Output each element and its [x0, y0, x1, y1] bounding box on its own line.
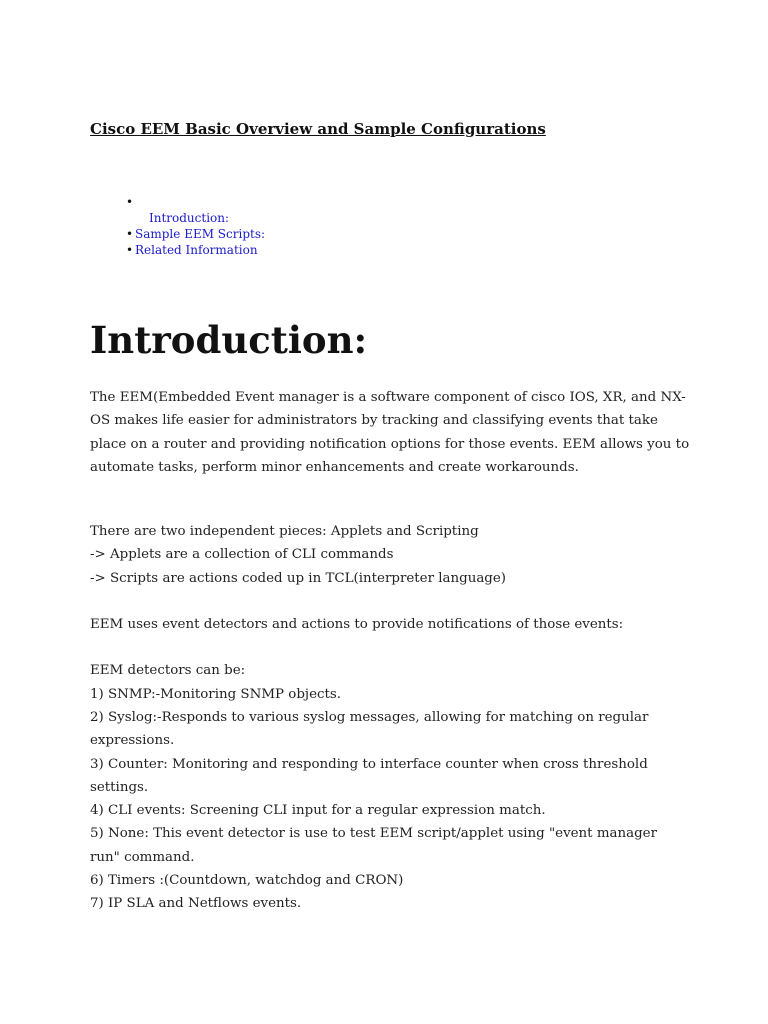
detectors-intro: EEM uses event detectors and actions to provide notifications of those events:: [90, 617, 624, 633]
detectors-heading: EEM detectors can be:: [90, 663, 246, 679]
bullet-icon: •: [126, 227, 134, 241]
bullet-icon: •: [126, 243, 134, 257]
toc-link-introduction[interactable]: Introduction:: [149, 211, 230, 225]
toc-link-sample-scripts[interactable]: Sample EEM Scripts:: [135, 227, 266, 241]
detector-item: 3) Counter: Monitoring and responding to interface counter when cross threshold settings.: [90, 756, 648, 795]
toc-link-related-information[interactable]: Related Information: [135, 243, 258, 257]
detector-item: 7) IP SLA and Netflows events.: [90, 896, 302, 912]
bullet-icon: •: [126, 195, 134, 209]
detector-item: 5) None: This event detector is use to test EEM script/applet using "event manager run" command.: [90, 826, 658, 865]
toc-item-sample-scripts: [126, 226, 265, 242]
toc-item-related-information: [126, 242, 265, 258]
table-of-contents: [126, 194, 265, 258]
detector-item: 1) SNMP:-Monitoring SNMP objects.: [90, 686, 342, 702]
pieces-line: -> Scripts are actions coded up in TCL(interpreter language): [90, 570, 507, 586]
intro-paragraph: The EEM(Embedded Event manager is a software component of cisco IOS, XR, and NX-OS makes life easier for administrators by tracking and classifying events that take place on a router and providing notification options for those events. EEM allows you to automate tasks, perform minor enhancements and create workarounds.: [90, 390, 690, 475]
document-title: Cisco EEM Basic Overview and Sample Configurations: [90, 120, 546, 138]
toc-item-introduction: [126, 194, 265, 226]
detector-item: 6) Timers :(Countdown, watchdog and CRON): [90, 873, 404, 889]
section-heading-introduction: Introduction:: [90, 318, 368, 362]
pieces-line: There are two independent pieces: Applets and Scripting: [90, 524, 479, 540]
introduction-body: [90, 386, 690, 916]
detector-item: 2) Syslog:-Responds to various syslog messages, allowing for matching on regular expressions.: [90, 709, 649, 749]
pieces-line: -> Applets are a collection of CLI commands: [90, 547, 394, 563]
detector-item: 4) CLI events: Screening CLI input for a regular expression match.: [90, 803, 546, 819]
